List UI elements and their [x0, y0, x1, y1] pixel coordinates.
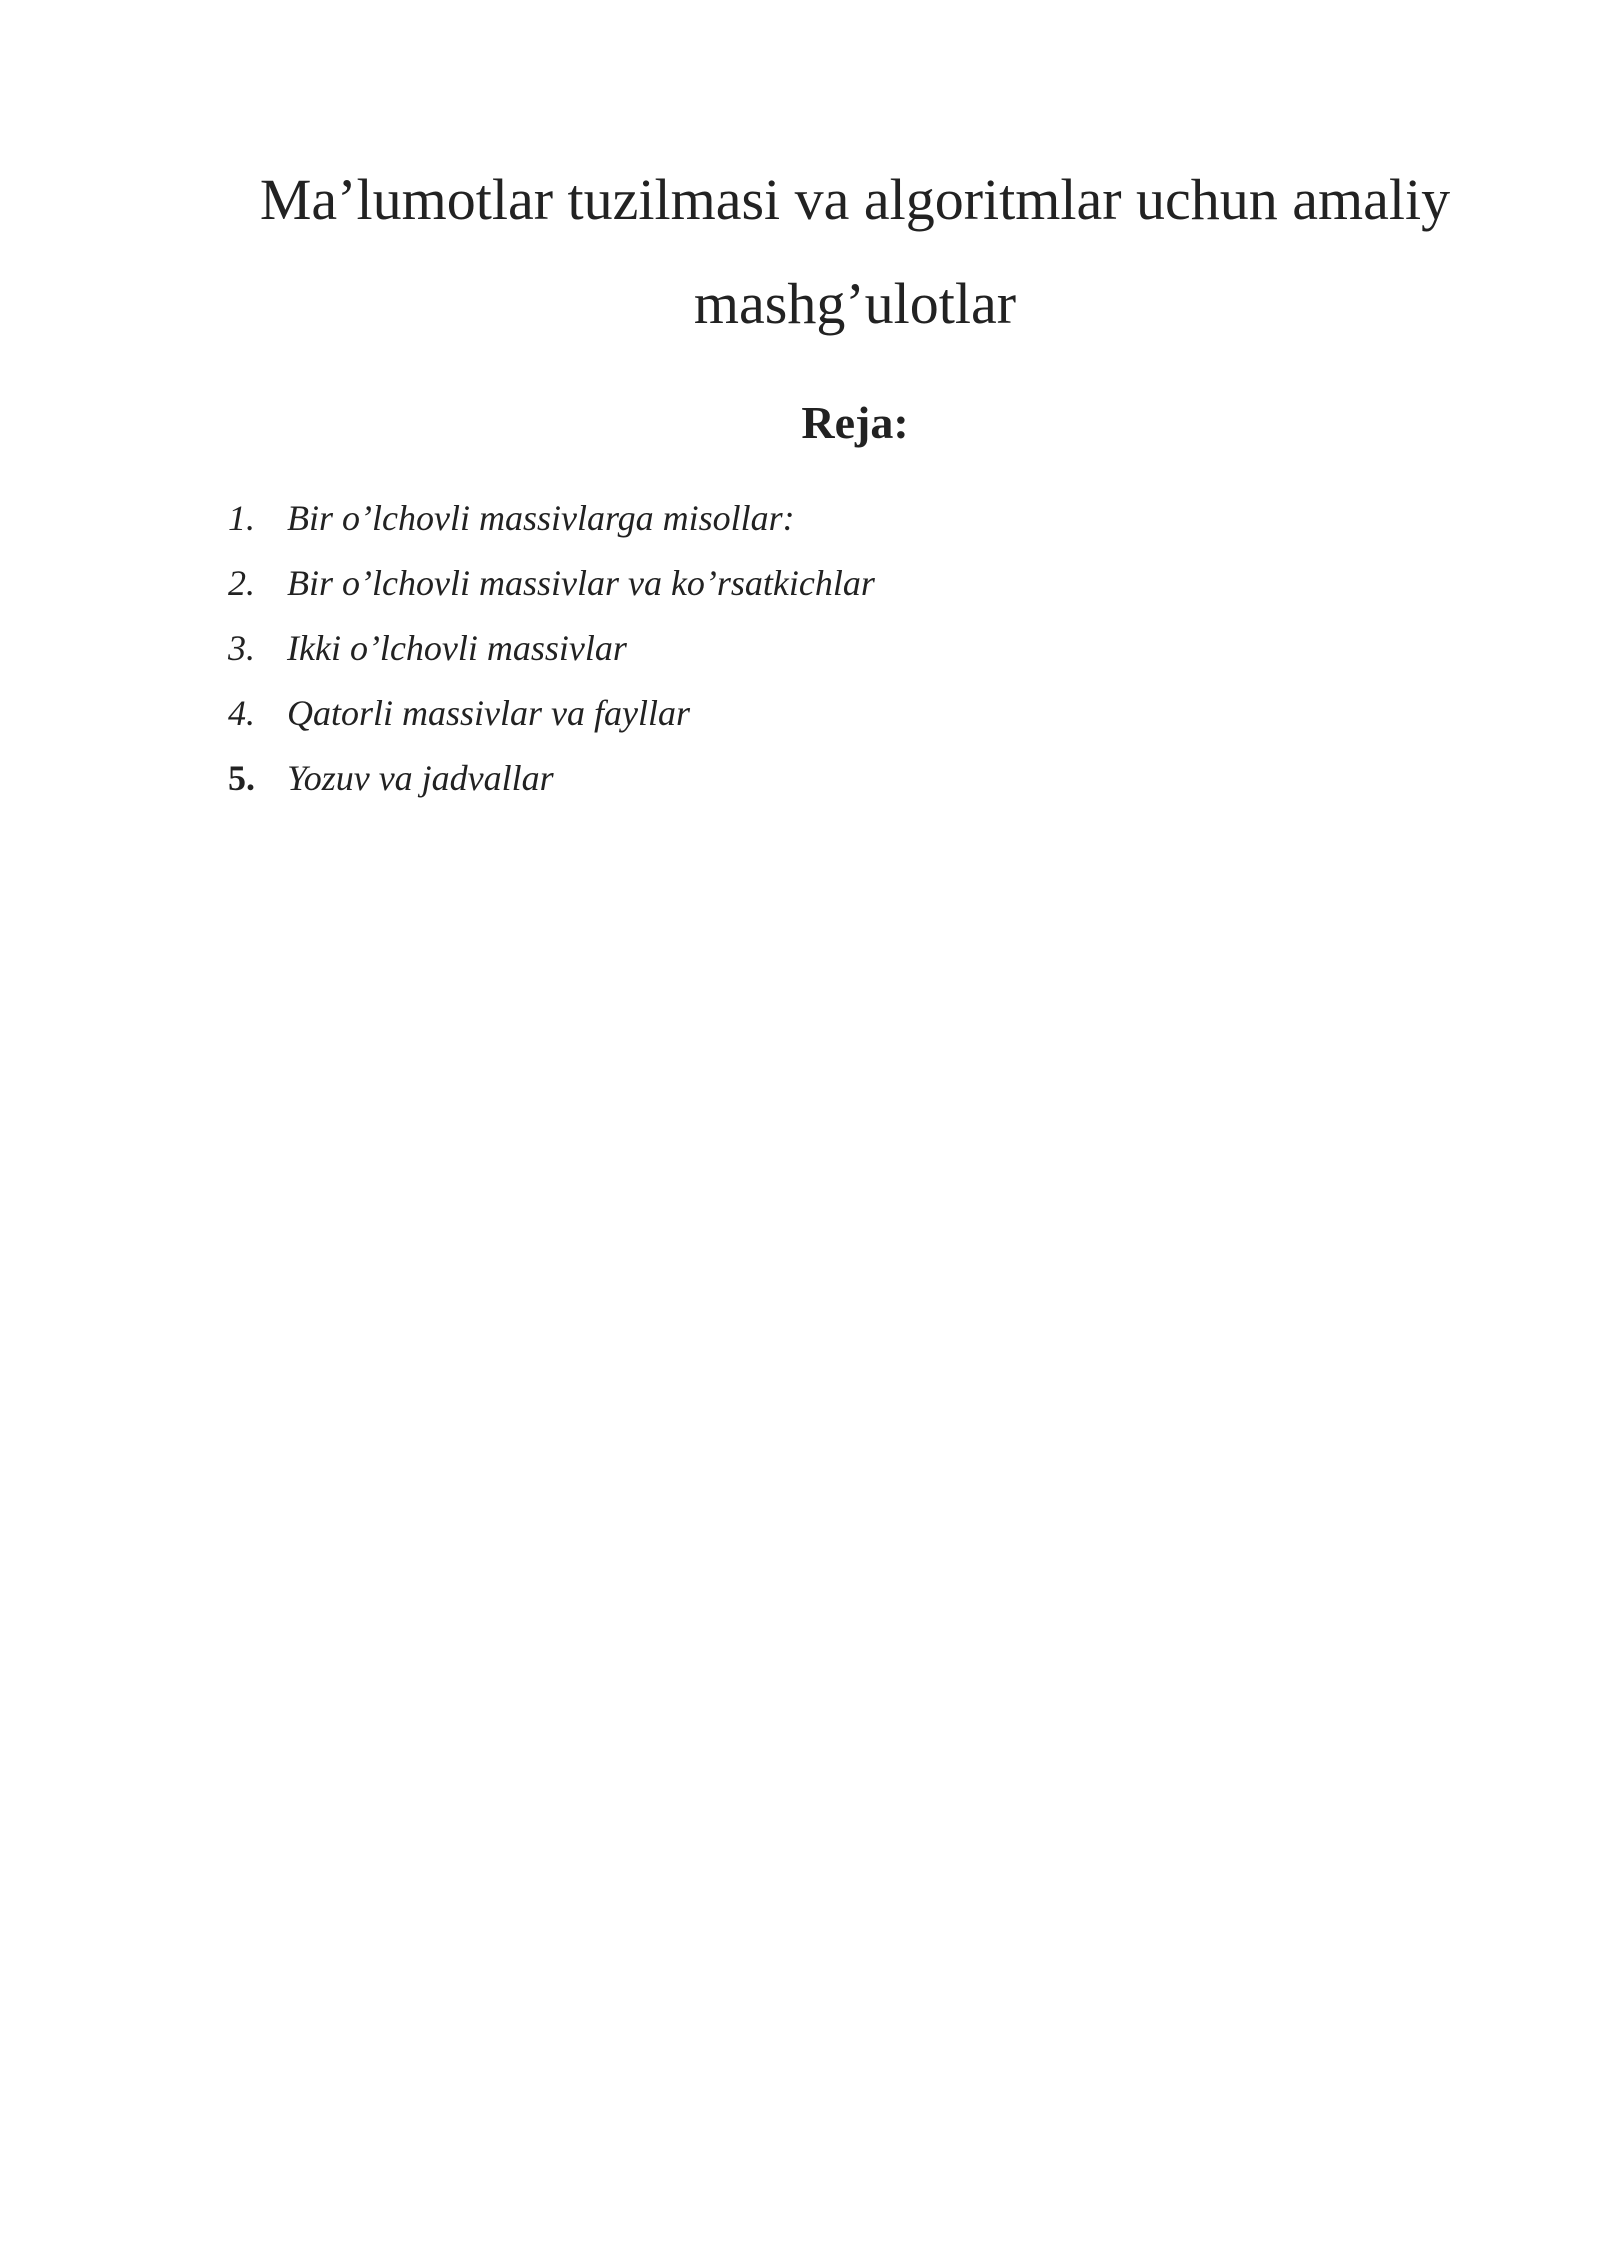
plan-item-text: Bir o’lchovli massivlar va ko’rsatkichlar	[287, 563, 875, 603]
plan-item-number: 4.	[228, 693, 255, 733]
plan-heading: Reja:	[801, 397, 909, 448]
plan-item-number: 2.	[228, 563, 255, 603]
plan-list	[228, 490, 875, 815]
plan-item-number: 3.	[228, 628, 255, 668]
plan-item-number: 1.	[228, 498, 255, 538]
plan-item-5	[228, 750, 875, 815]
plan-item-text: Qatorli massivlar va fayllar	[287, 693, 690, 733]
plan-item-text: Ikki o’lchovli massivlar	[287, 628, 627, 668]
plan-item-text: Bir o’lchovli massivlarga misollar:	[287, 498, 795, 538]
plan-item-4	[228, 685, 875, 750]
plan-item-2	[228, 555, 875, 620]
plan-item-number: 5.	[228, 758, 255, 798]
page-title-line-1: Ma’lumotlar tuzilmasi va algoritmlar uchun amaliy	[259, 167, 1451, 232]
plan-item-3	[228, 620, 875, 685]
plan-item-1	[228, 490, 875, 555]
page-title-line-2: mashg’ulotlar	[693, 271, 1017, 336]
plan-item-text: Yozuv va jadvallar	[287, 758, 554, 798]
page-title	[230, 148, 1480, 356]
